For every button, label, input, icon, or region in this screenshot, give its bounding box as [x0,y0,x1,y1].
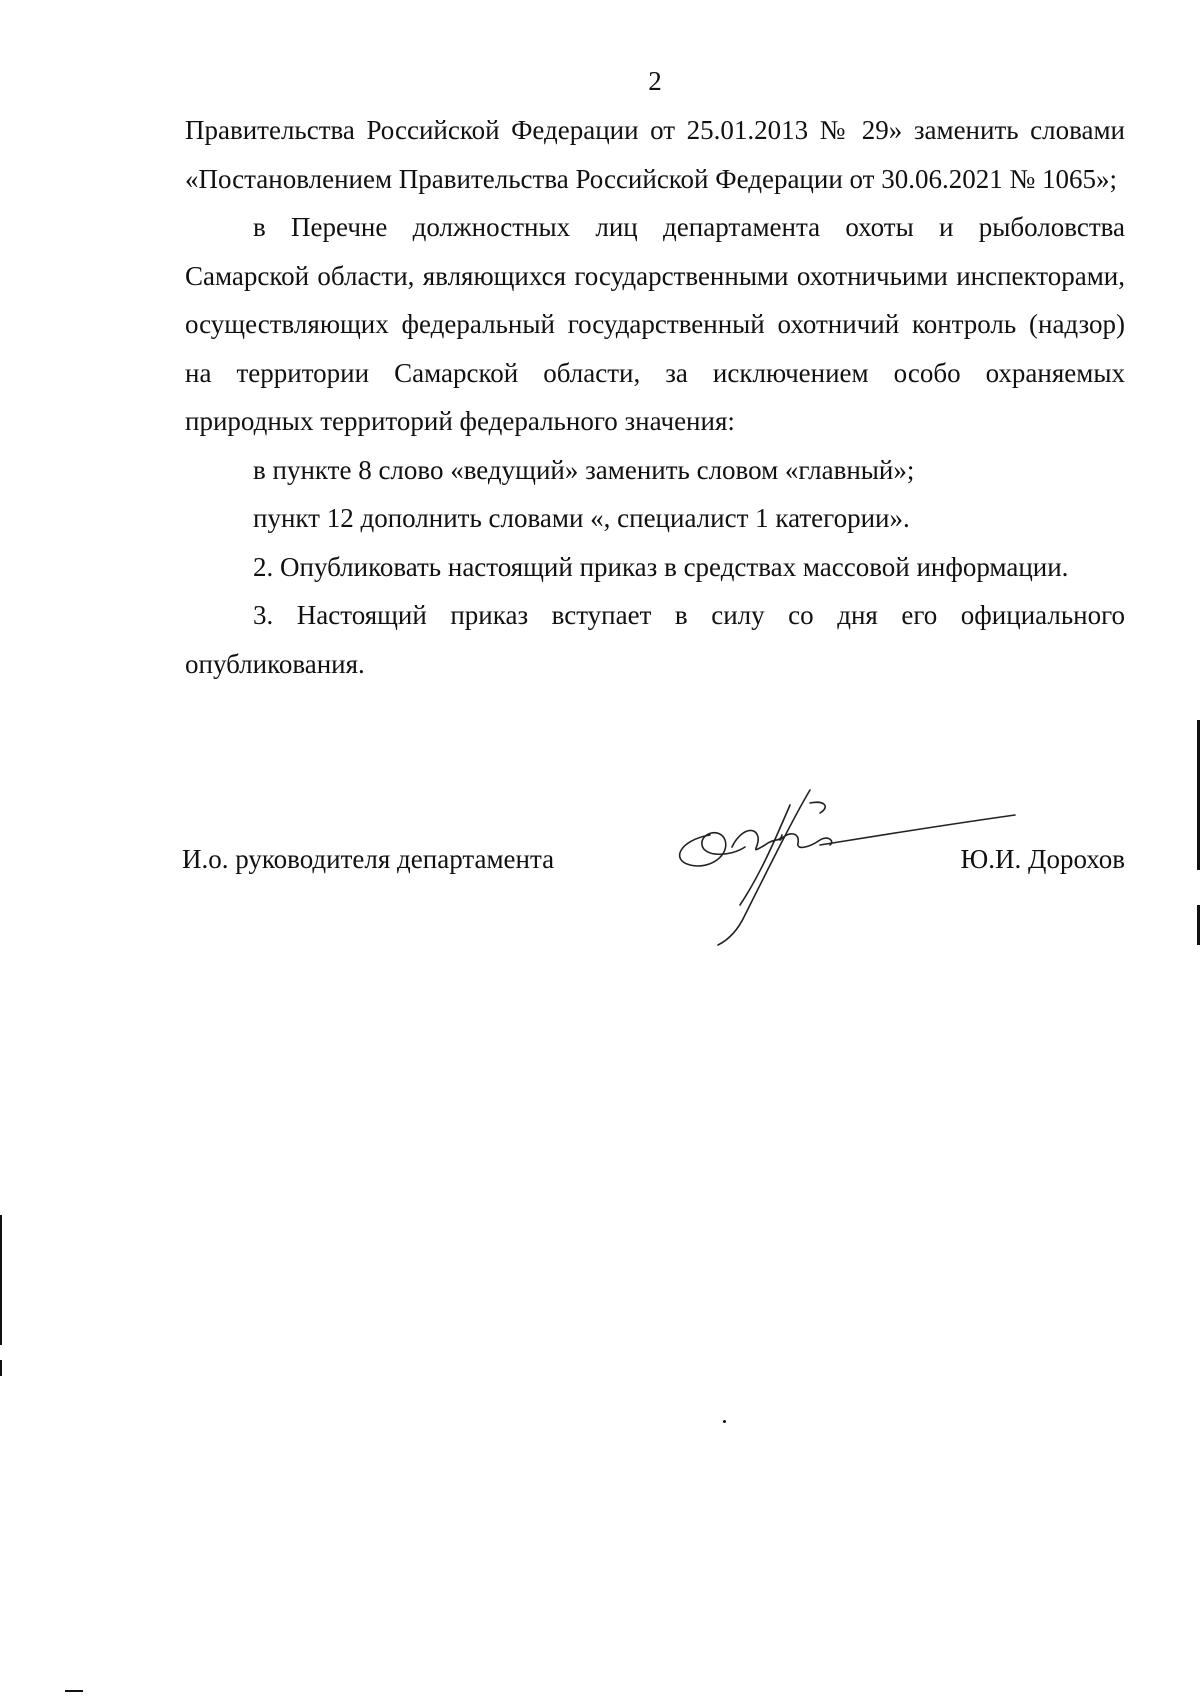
signatory-name: Ю.И. Дорохов [960,844,1125,874]
paragraph-item-8: в пункте 8 слово «ведущий» заменить словом «главный»; [253,454,915,485]
page-number: 2 [648,66,662,96]
paragraph-continuation: Правительства Российской Федерации от 25.01.2013 № 29» заменить словами «Постановлением Правительства Российской Федерации от 30.06.2021 № 1065»; [185,115,1125,194]
paragraph-publish: 2. Опубликовать настоящий приказ в средствах массовой информации. [253,551,1069,582]
scan-dot [723,1420,726,1423]
paragraph-effective: 3. Настоящий приказ вступает в силу со дня его официального опубликования. [185,600,1125,679]
paragraph-list-amendment: в Перечне должностных лиц департамента охоты и рыболовства Самарской области, являющихся государственными охотничьими инспекторами, осуществляющих федеральный государственный охотничий контроль (надзор) на территории Самарской области, за исключением особо охраняемых природных территорий федерального значения: [185,212,1125,436]
signatory-title: И.о. руководителя департамента [182,844,555,874]
paragraph-item-12: пункт 12 дополнить словами «, специалист 1 категории». [253,503,910,533]
scan-edge-mark-bottom [65,1690,83,1692]
scan-edge-mark-left [0,1215,2,1345]
scan-edge-mark-left-lower [0,1360,2,1376]
document-body [185,106,1125,688]
